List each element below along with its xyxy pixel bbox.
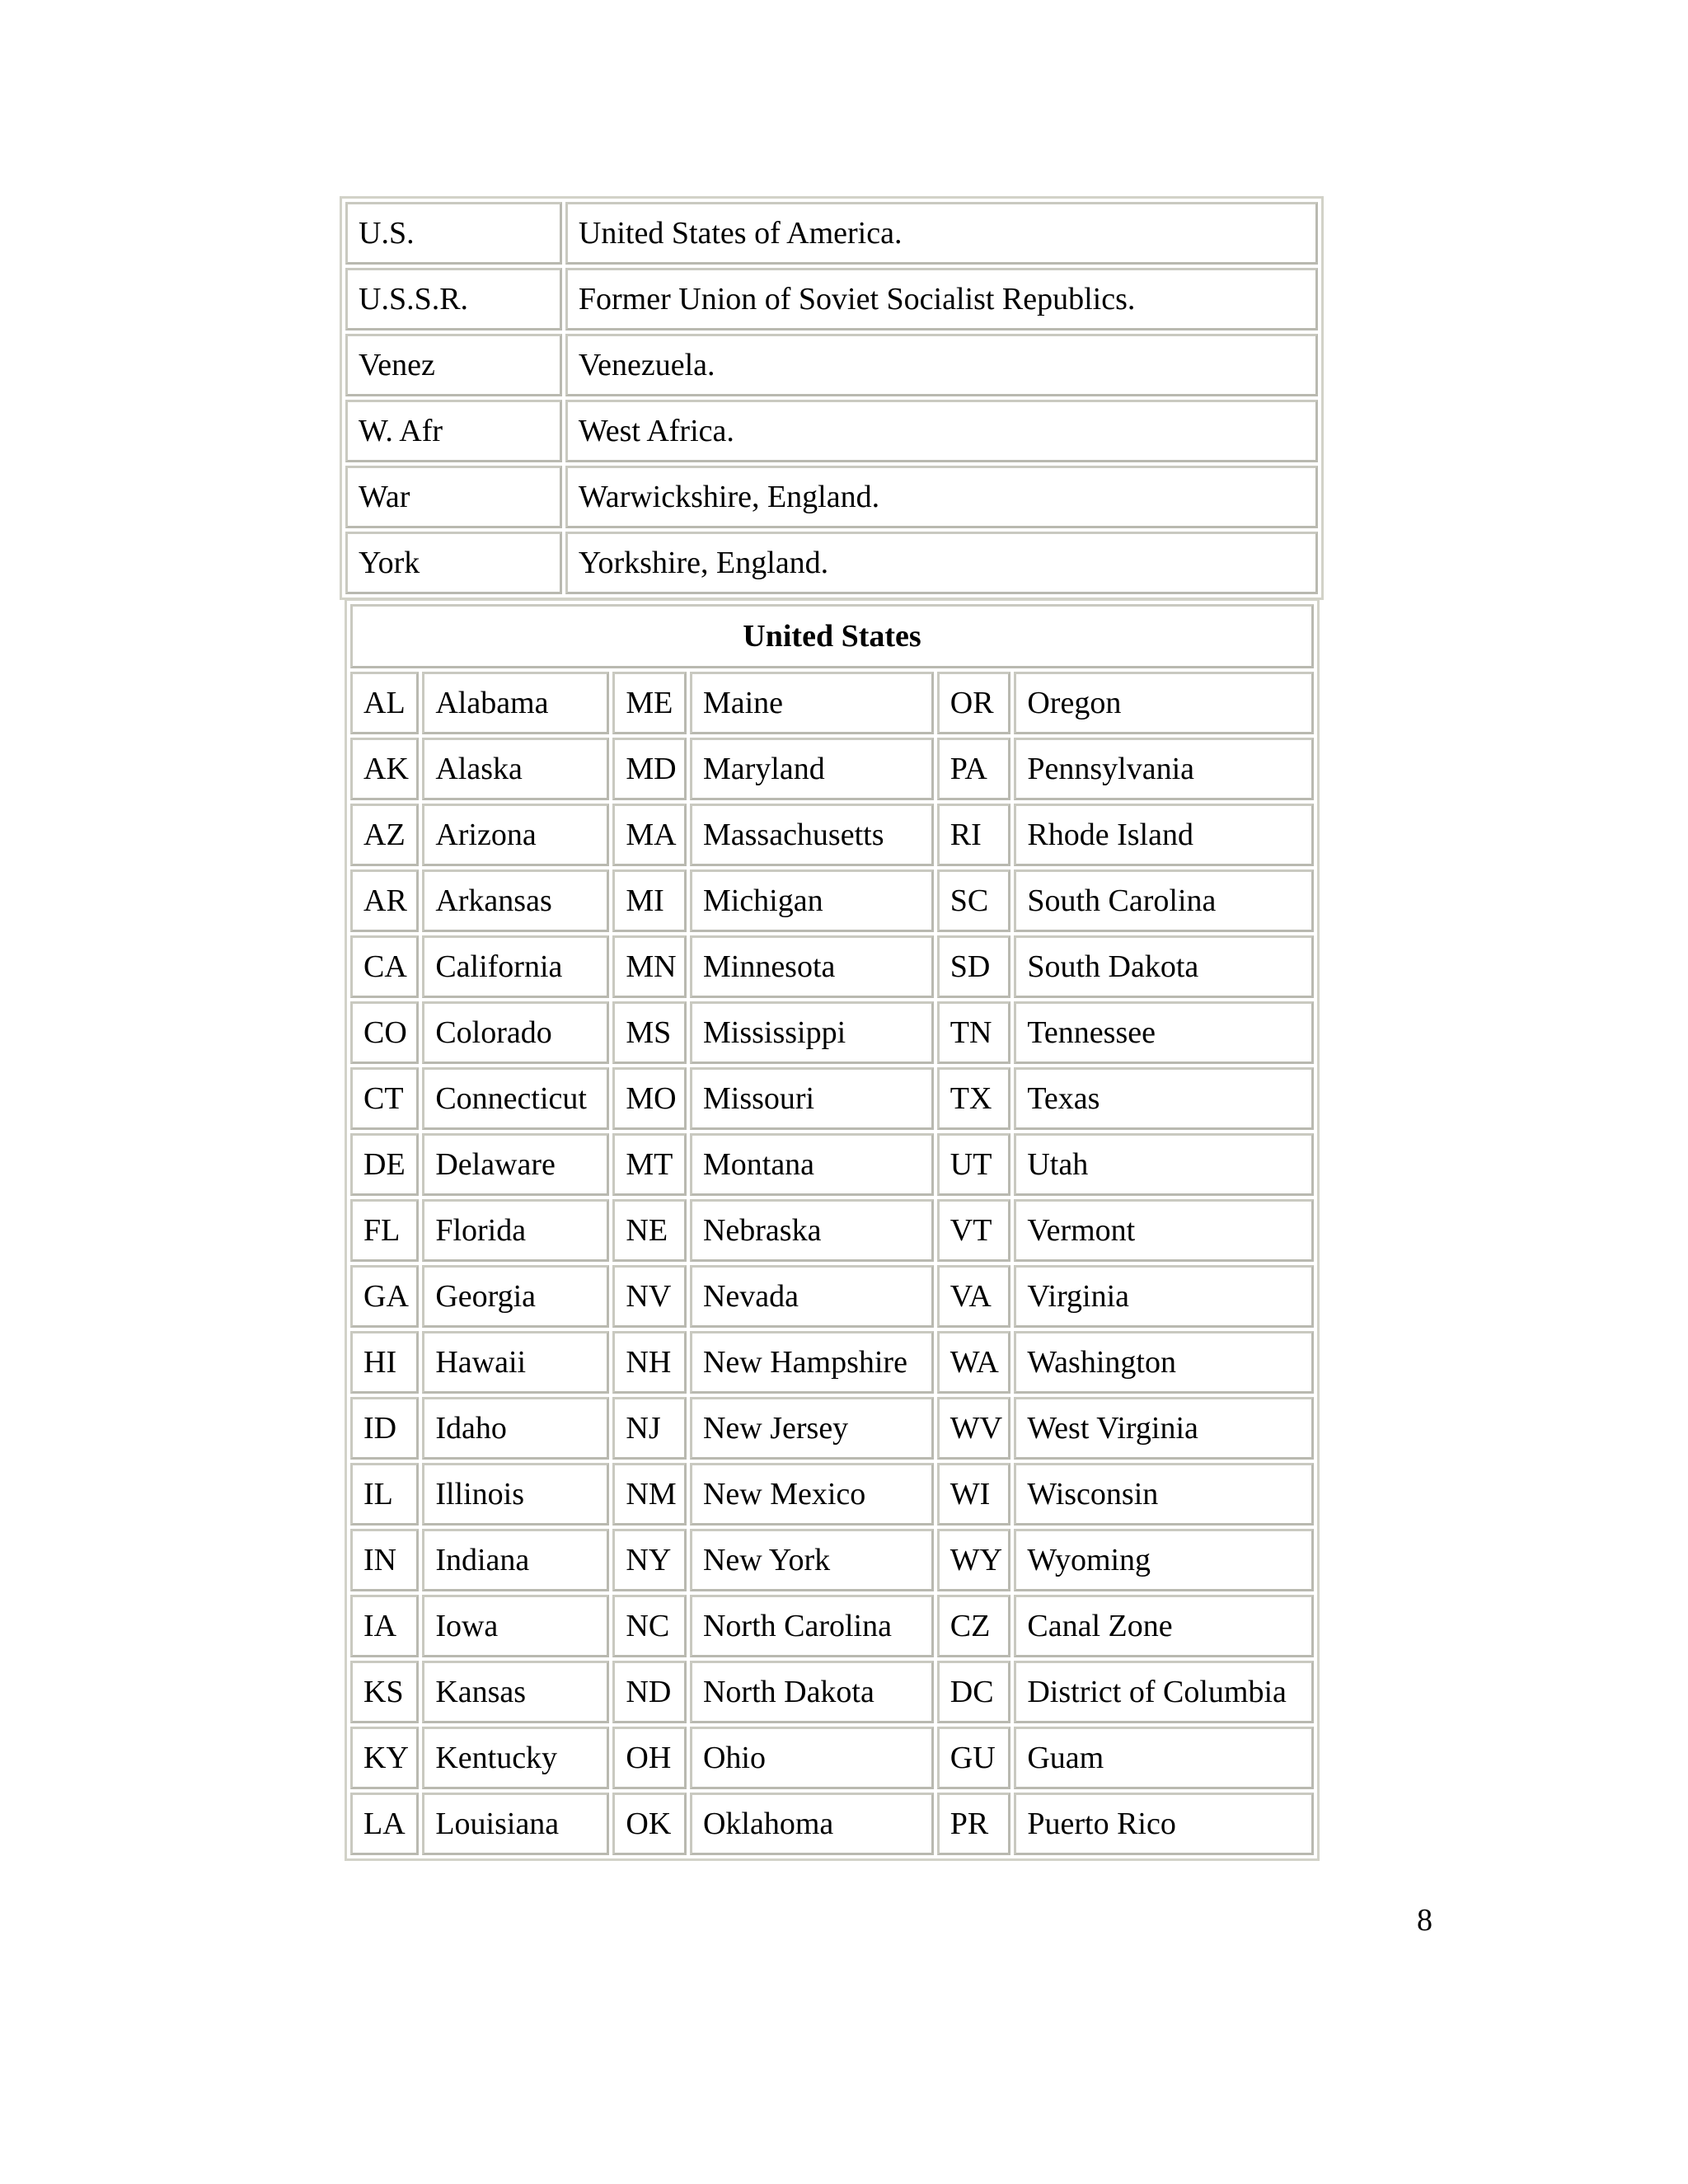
state-name: Georgia bbox=[422, 1265, 609, 1328]
state-name: South Dakota bbox=[1014, 935, 1314, 998]
table-row bbox=[350, 935, 1314, 998]
state-abbreviation: UT bbox=[937, 1133, 1011, 1196]
abbreviation-code: Venez bbox=[345, 334, 562, 396]
state-abbreviation: WA bbox=[937, 1331, 1011, 1394]
abbreviation-meaning: United States of America. bbox=[565, 202, 1318, 265]
state-name: Kansas bbox=[422, 1661, 609, 1723]
table-row bbox=[350, 1199, 1314, 1262]
state-name: Rhode Island bbox=[1014, 804, 1314, 866]
state-abbreviation: MI bbox=[612, 869, 687, 932]
state-abbreviation: HI bbox=[350, 1331, 419, 1394]
table-title: United States bbox=[350, 604, 1314, 668]
state-name: Maryland bbox=[690, 738, 934, 800]
state-abbreviation: NH bbox=[612, 1331, 687, 1394]
state-abbreviation: IL bbox=[350, 1463, 419, 1526]
state-abbreviation: MT bbox=[612, 1133, 687, 1196]
state-name: Mississippi bbox=[690, 1001, 934, 1064]
state-name: Kentucky bbox=[422, 1727, 609, 1789]
state-abbreviation: OH bbox=[612, 1727, 687, 1789]
abbreviation-table bbox=[340, 196, 1324, 600]
state-abbreviation: AK bbox=[350, 738, 419, 800]
page-number: 8 bbox=[1417, 1903, 1432, 1938]
table-row bbox=[350, 1793, 1314, 1855]
state-name: Nebraska bbox=[690, 1199, 934, 1262]
table-row bbox=[345, 268, 1318, 330]
state-name: Montana bbox=[690, 1133, 934, 1196]
state-abbreviation: NJ bbox=[612, 1397, 687, 1460]
state-name: Texas bbox=[1014, 1067, 1314, 1130]
state-name: New Mexico bbox=[690, 1463, 934, 1526]
state-name: New Jersey bbox=[690, 1397, 934, 1460]
state-name: Idaho bbox=[422, 1397, 609, 1460]
abbreviation-meaning: Warwickshire, England. bbox=[565, 466, 1318, 528]
state-name: Oklahoma bbox=[690, 1793, 934, 1855]
us-states-table-body bbox=[350, 604, 1314, 1855]
state-name: Virginia bbox=[1014, 1265, 1314, 1328]
state-abbreviation: MO bbox=[612, 1067, 687, 1130]
state-name: New York bbox=[690, 1529, 934, 1591]
state-name: Delaware bbox=[422, 1133, 609, 1196]
table-row bbox=[350, 1265, 1314, 1328]
state-abbreviation: GA bbox=[350, 1265, 419, 1328]
state-abbreviation: OR bbox=[937, 672, 1011, 734]
state-name: Pennsylvania bbox=[1014, 738, 1314, 800]
state-name: Missouri bbox=[690, 1067, 934, 1130]
abbreviation-meaning: Yorkshire, England. bbox=[565, 532, 1318, 594]
state-abbreviation: MN bbox=[612, 935, 687, 998]
us-states-table bbox=[345, 598, 1320, 1861]
abbreviation-code: War bbox=[345, 466, 562, 528]
state-abbreviation: CA bbox=[350, 935, 419, 998]
state-name: Tennessee bbox=[1014, 1001, 1314, 1064]
state-name: West Virginia bbox=[1014, 1397, 1314, 1460]
abbreviation-meaning: West Africa. bbox=[565, 400, 1318, 462]
state-name: Hawaii bbox=[422, 1331, 609, 1394]
state-abbreviation: MS bbox=[612, 1001, 687, 1064]
state-name: Puerto Rico bbox=[1014, 1793, 1314, 1855]
table-row bbox=[345, 466, 1318, 528]
state-abbreviation: AR bbox=[350, 869, 419, 932]
state-abbreviation: ME bbox=[612, 672, 687, 734]
state-name: Michigan bbox=[690, 869, 934, 932]
table-row bbox=[350, 738, 1314, 800]
table-row bbox=[350, 1397, 1314, 1460]
state-name: Ohio bbox=[690, 1727, 934, 1789]
state-name: Connecticut bbox=[422, 1067, 609, 1130]
state-name: Minnesota bbox=[690, 935, 934, 998]
table-row bbox=[350, 869, 1314, 932]
table-row bbox=[350, 1133, 1314, 1196]
abbreviation-meaning: Former Union of Soviet Socialist Republics. bbox=[565, 268, 1318, 330]
state-name: Maine bbox=[690, 672, 934, 734]
state-name: Wyoming bbox=[1014, 1529, 1314, 1591]
state-abbreviation: AZ bbox=[350, 804, 419, 866]
state-abbreviation: PR bbox=[937, 1793, 1011, 1855]
table-row bbox=[350, 1529, 1314, 1591]
state-abbreviation: CO bbox=[350, 1001, 419, 1064]
state-abbreviation: DE bbox=[350, 1133, 419, 1196]
table-row bbox=[350, 1001, 1314, 1064]
state-abbreviation: WI bbox=[937, 1463, 1011, 1526]
state-abbreviation: VA bbox=[937, 1265, 1011, 1328]
state-abbreviation: ID bbox=[350, 1397, 419, 1460]
state-abbreviation: PA bbox=[937, 738, 1011, 800]
state-abbreviation: TX bbox=[937, 1067, 1011, 1130]
table-row bbox=[345, 400, 1318, 462]
state-abbreviation: SC bbox=[937, 869, 1011, 932]
state-abbreviation: NY bbox=[612, 1529, 687, 1591]
state-name: Florida bbox=[422, 1199, 609, 1262]
state-abbreviation: NM bbox=[612, 1463, 687, 1526]
state-abbreviation: CZ bbox=[937, 1595, 1011, 1657]
state-name: Canal Zone bbox=[1014, 1595, 1314, 1657]
abbreviation-table-body bbox=[345, 202, 1318, 594]
state-name: North Dakota bbox=[690, 1661, 934, 1723]
state-abbreviation: IA bbox=[350, 1595, 419, 1657]
table-row bbox=[350, 1067, 1314, 1130]
state-name: Indiana bbox=[422, 1529, 609, 1591]
abbreviation-code: W. Afr bbox=[345, 400, 562, 462]
state-name: Washington bbox=[1014, 1331, 1314, 1394]
state-name: Oregon bbox=[1014, 672, 1314, 734]
state-abbreviation: WV bbox=[937, 1397, 1011, 1460]
state-name: North Carolina bbox=[690, 1595, 934, 1657]
table-row bbox=[345, 532, 1318, 594]
state-name: Colorado bbox=[422, 1001, 609, 1064]
state-name: Nevada bbox=[690, 1265, 934, 1328]
table-row bbox=[350, 1595, 1314, 1657]
state-abbreviation: KY bbox=[350, 1727, 419, 1789]
state-abbreviation: RI bbox=[937, 804, 1011, 866]
state-abbreviation: LA bbox=[350, 1793, 419, 1855]
state-abbreviation: SD bbox=[937, 935, 1011, 998]
state-abbreviation: WY bbox=[937, 1529, 1011, 1591]
state-abbreviation: NV bbox=[612, 1265, 687, 1328]
state-abbreviation: FL bbox=[350, 1199, 419, 1262]
state-abbreviation: ND bbox=[612, 1661, 687, 1723]
state-abbreviation: MA bbox=[612, 804, 687, 866]
abbreviation-meaning: Venezuela. bbox=[565, 334, 1318, 396]
state-abbreviation: TN bbox=[937, 1001, 1011, 1064]
state-name: California bbox=[422, 935, 609, 998]
state-name: Alabama bbox=[422, 672, 609, 734]
abbreviation-code: U.S.S.R. bbox=[345, 268, 562, 330]
state-abbreviation: NC bbox=[612, 1595, 687, 1657]
state-name: Massachusetts bbox=[690, 804, 934, 866]
state-abbreviation: MD bbox=[612, 738, 687, 800]
state-abbreviation: CT bbox=[350, 1067, 419, 1130]
state-name: Arkansas bbox=[422, 869, 609, 932]
state-name: Iowa bbox=[422, 1595, 609, 1657]
state-name: Wisconsin bbox=[1014, 1463, 1314, 1526]
state-name: Illinois bbox=[422, 1463, 609, 1526]
state-abbreviation: AL bbox=[350, 672, 419, 734]
state-abbreviation: OK bbox=[612, 1793, 687, 1855]
table-row bbox=[350, 672, 1314, 734]
table-row bbox=[345, 334, 1318, 396]
state-abbreviation: KS bbox=[350, 1661, 419, 1723]
state-abbreviation: NE bbox=[612, 1199, 687, 1262]
state-name: Guam bbox=[1014, 1727, 1314, 1789]
state-abbreviation: VT bbox=[937, 1199, 1011, 1262]
state-abbreviation: GU bbox=[937, 1727, 1011, 1789]
state-name: New Hampshire bbox=[690, 1331, 934, 1394]
state-abbreviation: IN bbox=[350, 1529, 419, 1591]
state-name: Vermont bbox=[1014, 1199, 1314, 1262]
table-row bbox=[350, 1463, 1314, 1526]
table-row bbox=[350, 804, 1314, 866]
table-header-row bbox=[350, 604, 1314, 668]
state-name: Utah bbox=[1014, 1133, 1314, 1196]
state-name: Arizona bbox=[422, 804, 609, 866]
state-abbreviation: DC bbox=[937, 1661, 1011, 1723]
state-name: South Carolina bbox=[1014, 869, 1314, 932]
table-row bbox=[345, 202, 1318, 265]
table-row bbox=[350, 1331, 1314, 1394]
abbreviation-code: York bbox=[345, 532, 562, 594]
table-row bbox=[350, 1661, 1314, 1723]
state-name: District of Columbia bbox=[1014, 1661, 1314, 1723]
table-row bbox=[350, 1727, 1314, 1789]
state-name: Alaska bbox=[422, 738, 609, 800]
abbreviation-code: U.S. bbox=[345, 202, 562, 265]
state-name: Louisiana bbox=[422, 1793, 609, 1855]
